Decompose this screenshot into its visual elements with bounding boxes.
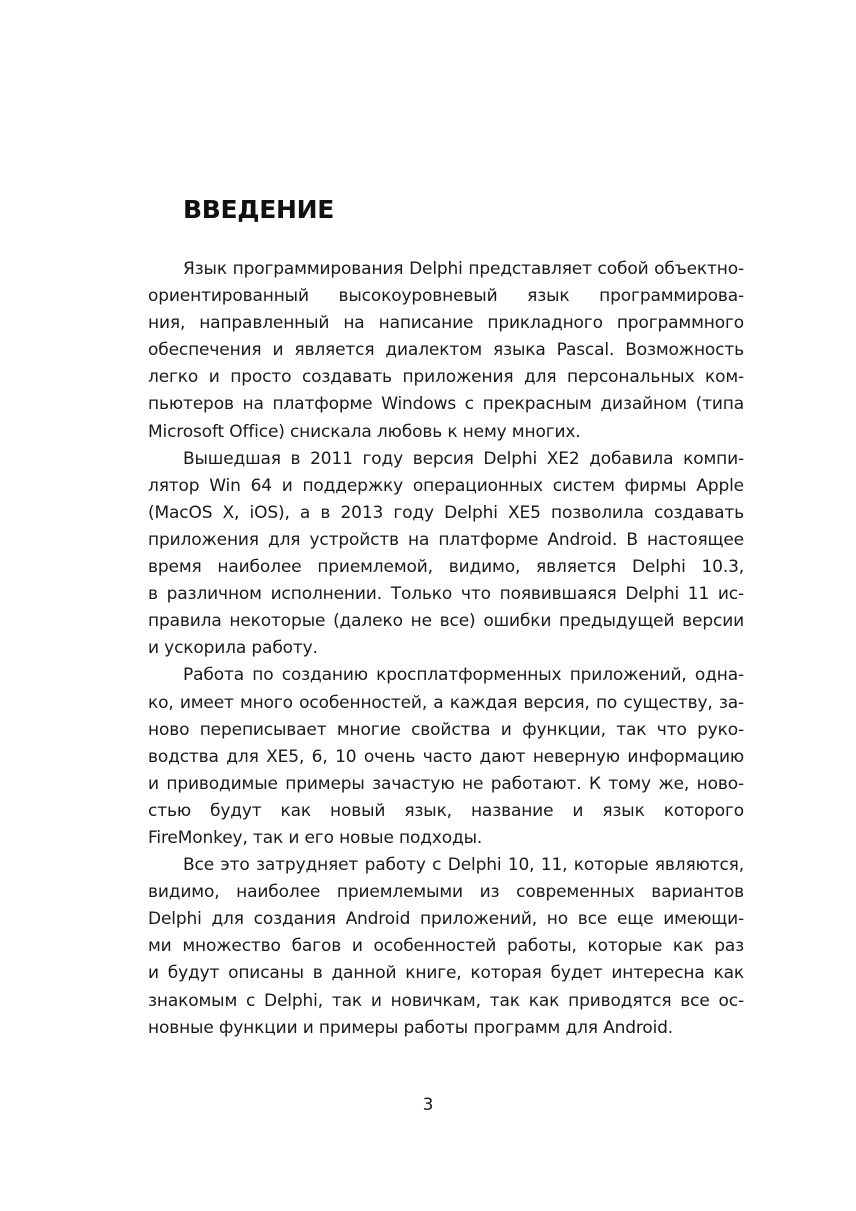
text-line: водства для XE5, 6, 10 очень часто дают неверную информацию — [148, 746, 744, 767]
paragraph-1 — [148, 256, 744, 446]
text-line: ми множество багов и особенностей работы, которые как раз — [148, 936, 744, 957]
paragraph-3 — [148, 662, 744, 852]
text-line: и будут описаны в данной книге, которая будет интересна как — [148, 963, 744, 984]
text-line: Работа по созданию кросплатформенных приложений, одна- — [183, 665, 744, 686]
text-line: и приводимые примеры зачастую не работают. К тому же, ново- — [148, 773, 744, 794]
text-line: правила некоторые (далеко не все) ошибки предыдущей версии — [148, 611, 744, 632]
text-line: видимо, наиболее приемлемыми из современных вариантов — [148, 882, 744, 903]
text-line: ко, имеет много особенностей, а каждая версия, по существу, за- — [148, 692, 744, 713]
intro-text — [148, 256, 744, 1042]
text-line: знакомым с Delphi, так и новичкам, так как приводятся все ос- — [148, 990, 744, 1011]
text-line: Microsoft Office) снискала любовь к нему многих. — [148, 421, 581, 442]
text-line: новные функции и примеры работы программ для Android. — [148, 1017, 674, 1038]
text-line: стью будут как новый язык, название и язык которого — [148, 800, 744, 821]
text-line: обеспечения и является диалектом языка Pascal. Возможность — [148, 340, 744, 361]
text-line: в различном исполнении. Только что появившаяся Delphi 11 ис- — [148, 584, 744, 605]
text-line: Delphi для создания Android приложений, но все еще имеющи- — [148, 909, 744, 930]
page-title: ВВЕДЕНИЕ — [183, 195, 335, 224]
text-line: время наиболее приемлемой, видимо, является Delphi 10.3, — [148, 557, 744, 578]
text-line: FireMonkey, так и его новые подходы. — [148, 827, 483, 848]
paragraph-4 — [148, 852, 744, 1042]
text-line: и ускорила работу. — [148, 638, 318, 659]
page-number: 3 — [422, 1095, 434, 1115]
text-line: Язык программирования Delphi представляет собой объектно- — [183, 259, 744, 279]
text-line: легко и просто создавать приложения для персональных ком- — [148, 367, 744, 388]
text-line: ново переписывает многие свойства и функции, так что руко- — [148, 719, 744, 740]
text-line: ния, направленный на написание прикладного программного — [148, 313, 744, 334]
paragraph-2 — [148, 446, 744, 663]
text-line: ориентированный высокоуровневый язык программирова- — [148, 286, 744, 307]
text-line: пьютеров на платформе Windows с прекрасным дизайном (типа — [148, 394, 744, 415]
text-line: Все это затрудняет работу с Delphi 10, 11, которые являются, — [183, 855, 744, 876]
text-line: (MacOS X, iOS), а в 2013 году Delphi XE5 позволила создавать — [148, 502, 744, 523]
text-line: приложения для устройств на платформе Android. В настоящее — [148, 529, 744, 550]
text-line: лятор Win 64 и поддержку операционных систем фирмы Apple — [148, 475, 744, 496]
text-line: Вышедшая в 2011 году версия Delphi XE2 добавила компи- — [183, 448, 744, 469]
